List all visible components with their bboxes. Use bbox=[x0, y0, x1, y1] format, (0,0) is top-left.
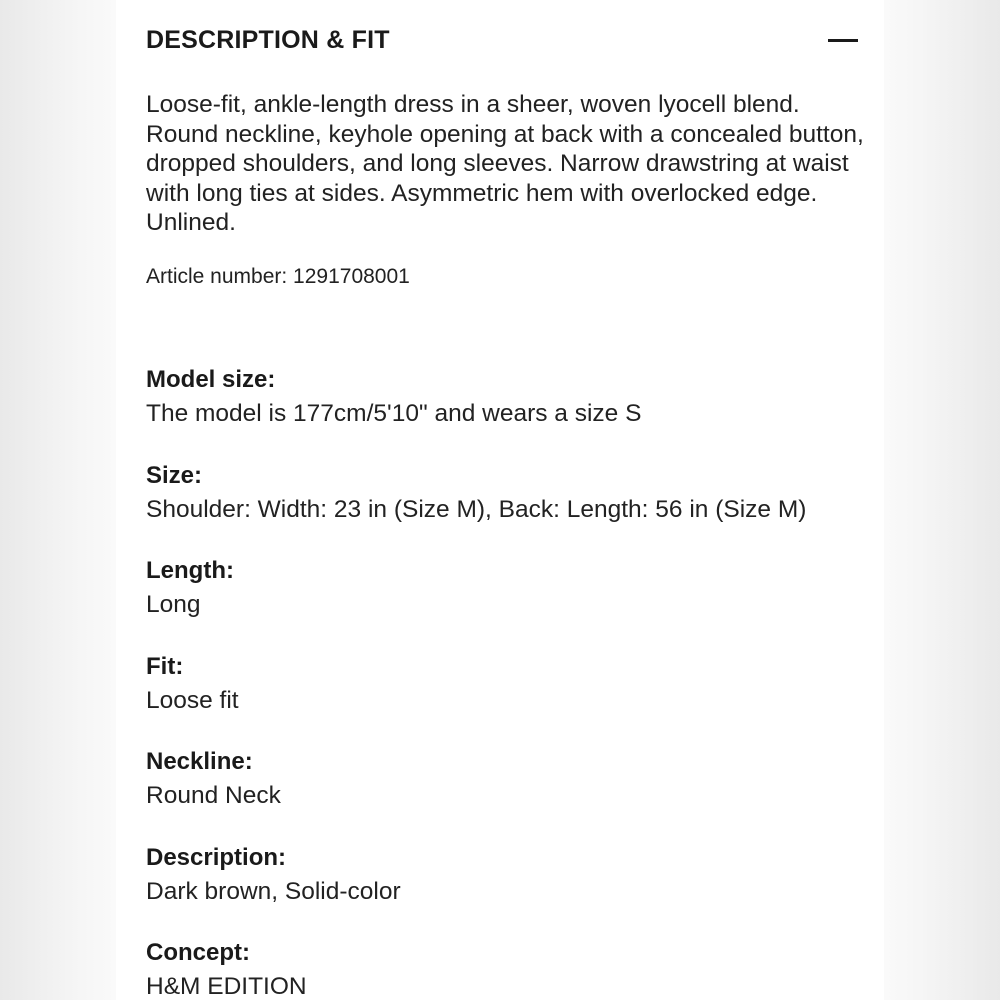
attribute-list bbox=[146, 364, 876, 1000]
attribute-size bbox=[146, 460, 876, 556]
product-description: Loose-fit, ankle-length dress in a sheer, woven lyocell blend. Round neckline, keyhole opening at back with a concealed button, dropped shoulders, and long sleeves. Narrow drawstring at waist with long ties at sides. Asymmetric hem with overlocked edge. Unlined. bbox=[146, 91, 864, 236]
section-header[interactable] bbox=[146, 22, 858, 58]
attribute-label: Description: bbox=[146, 843, 287, 871]
attribute-label: Fit: bbox=[146, 652, 184, 680]
attribute-label: Model size: bbox=[146, 366, 276, 393]
attribute-value: The model is 177cm/5'10" and wears a size S bbox=[146, 400, 642, 427]
attribute-description bbox=[146, 842, 876, 938]
attribute-label: Size: bbox=[146, 461, 203, 489]
attribute-neckline bbox=[146, 746, 876, 842]
minus-icon-bar bbox=[828, 39, 858, 42]
attribute-label: Concept: bbox=[146, 939, 250, 966]
attribute-value: Loose fit bbox=[146, 686, 239, 714]
background-right bbox=[884, 0, 1000, 1000]
attribute-value: H&M EDITION bbox=[146, 973, 307, 1000]
background-left bbox=[0, 0, 116, 1000]
attribute-fit bbox=[146, 651, 876, 747]
attribute-value: Long bbox=[146, 591, 201, 618]
attribute-label: Length: bbox=[146, 557, 234, 584]
attribute-value: Round Neck bbox=[146, 782, 281, 809]
attribute-model-size bbox=[146, 364, 876, 460]
attribute-length bbox=[146, 555, 876, 651]
attribute-concept bbox=[146, 937, 876, 1000]
section-title: DESCRIPTION & FIT bbox=[146, 25, 390, 54]
attribute-label: Neckline: bbox=[146, 748, 253, 775]
article-number: Article number: 1291708001 bbox=[146, 265, 410, 288]
attribute-value: Shoulder: Width: 23 in (Size M), Back: Length: 56 in (Size M) bbox=[146, 495, 807, 523]
minus-icon[interactable] bbox=[828, 25, 858, 55]
description-fit-panel bbox=[116, 0, 884, 1000]
attribute-value: Dark brown, Solid-color bbox=[146, 877, 401, 905]
